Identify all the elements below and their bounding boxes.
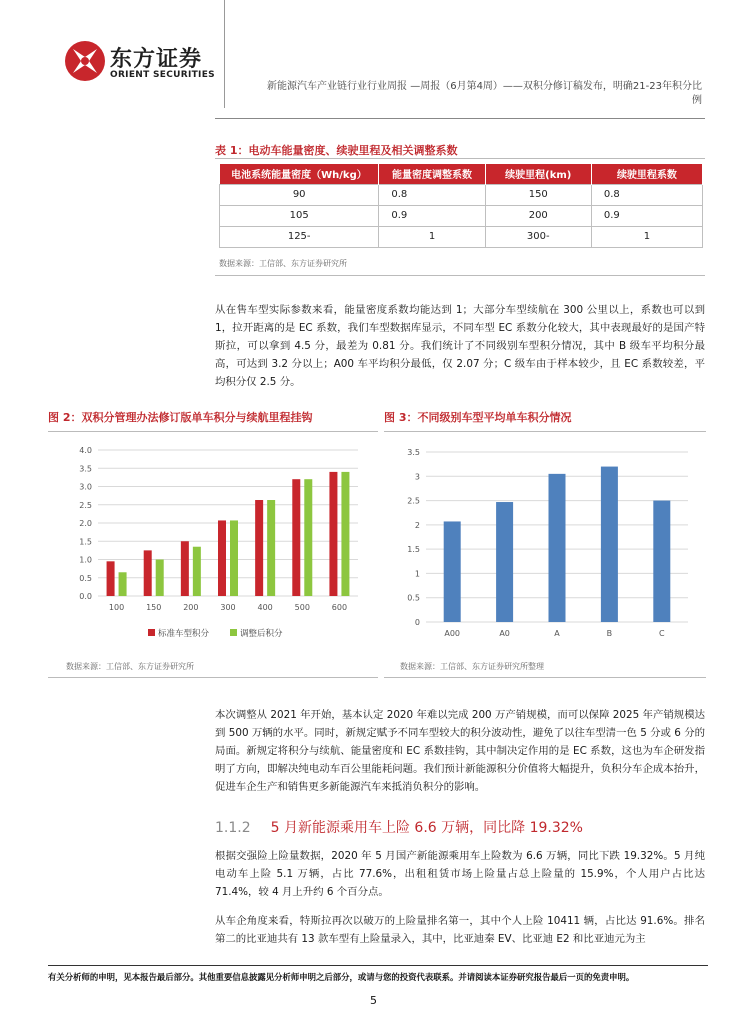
legend-label: 标准车型积分: [158, 629, 210, 639]
table-cell: 1: [591, 226, 702, 247]
table-cell: 125-: [220, 226, 379, 247]
table-header-row: [220, 164, 703, 184]
table-row: [220, 184, 703, 205]
table-cell: 1: [379, 226, 485, 247]
y-tick-label: 2.0: [79, 519, 92, 528]
y-tick-label: 3.0: [79, 482, 92, 492]
table-header-cell: 电池系统能量密度（Wh/kg）: [220, 164, 379, 184]
body-paragraph-4: 从车企角度来看，特斯拉再次以破万的上险量排名第一，其中个人上险 10411 辆，占比达 91.6%。排名第二的比亚迪共有 13 款车型有上险量录入，其中，比亚迪秦 EV、比亚迪 E2 和比亚迪元为主: [215, 915, 705, 945]
bar: [653, 501, 670, 622]
x-tick-label: B: [606, 629, 613, 638]
table-cell: 0.8: [379, 184, 485, 205]
x-tick-label: A0: [499, 629, 510, 638]
fig3-title: 图 3：不同级别车型平均单车积分情况: [384, 411, 572, 424]
fig3-bottom-rule: [384, 677, 706, 678]
y-tick-label: 1.5: [79, 537, 92, 547]
y-tick-label: 0: [414, 618, 420, 627]
logo-chinese-name: 东方证券: [110, 47, 203, 72]
x-tick-label: 500: [294, 603, 310, 612]
y-tick-label: 1: [414, 569, 420, 579]
section-heading: [215, 817, 583, 837]
y-tick-label: 1.5: [407, 545, 420, 555]
table-cell: 150: [485, 184, 591, 205]
table1-bottom-rule: [215, 275, 705, 276]
bar: [193, 547, 201, 596]
header-divider: [224, 0, 225, 108]
body-paragraph-2: 本次调整从 2021 年开始，基本认定 2020 年难以完成 200 万产销规模，而可以保障 2025 年产销规模达到 500 万辆的水平。同时，新规定赋予不同车型较大的积分波动性，避免了以往车型清一色 5 分或 6 分的局面。新规定将积分与续航、能量密度和 EC 系数挂钩，其中制决定作用的是 EC 系数，这也为车企研发指明了方向，即解决纯电动车百公里能耗问题。我们预计新能源积分价值将大幅提升，负积分车企成本抬升，促进车企生产和销售更多新能源汽车来抵消负积分的影响。: [215, 709, 705, 793]
legend-swatch: [230, 629, 237, 636]
bar: [601, 467, 618, 622]
y-tick-label: 4.0: [79, 446, 92, 455]
orient-securities-logo-icon: [64, 40, 106, 82]
table-cell: 0.8: [591, 184, 702, 205]
header-rule: [215, 118, 705, 119]
fig2-top-rule: [48, 431, 378, 432]
bar: [218, 520, 226, 596]
x-tick-label: A: [554, 629, 560, 638]
fig3-bar-chart: [384, 436, 706, 658]
bar: [156, 560, 164, 597]
legend-label: 调整后积分: [240, 629, 283, 639]
y-tick-label: 2.5: [79, 500, 92, 510]
fig2-source: 数据来源：工信部、东方证券研究所: [66, 662, 194, 671]
bar: [329, 472, 337, 596]
table-cell: 90: [220, 184, 379, 205]
body-paragraph-1: 从在售车型实际参数来看，能量密度系数均能达到 1；大部分车型续航在 300 公里以上，系数也可以到 1，拉开距离的是 EC 系数，我们车型数据库显示，不同车型 EC 系数分化较大，其中表现最好的是国产特斯拉，可以拿到 4.5 分，最差为 0.81 分。我们统计了不同级别车型积分情况，其中 B 级车平均积分最高，可达到 3.2 分以上；A00 车平均积分最低，仅 2.07 分；C 级车由于样本较少，且 EC 系数较差，平均积分仅 2.5 分。: [215, 304, 705, 388]
x-tick-label: 100: [108, 603, 125, 612]
body-paragraph-3: 根据交强险上险量数据，2020 年 5 月国产新能源乘用车上险数为 6.6 万辆，同比下跌 19.32%。5 月纯电动车上险 5.1 万辆，占比 77.6%，出租租赁市场上险量占总上险量的 15.9%，个人用户占比达 71.4%，较 4 月上升约 6 个百分点。: [215, 850, 705, 898]
y-tick-label: 3: [414, 472, 420, 482]
page-number: 5: [370, 994, 377, 1007]
bar: [549, 474, 566, 622]
legend-swatch: [148, 629, 155, 636]
table1-title: 表 1：电动车能量密度、续驶里程及相关调整系数: [215, 144, 458, 157]
x-tick-label: 600: [331, 603, 348, 612]
section-title-text: 5 月新能源乘用车上险 6.6 万辆，同比降 19.32%: [270, 820, 583, 836]
table-cell: 0.9: [379, 205, 485, 226]
bar: [144, 550, 152, 596]
bar: [119, 572, 127, 596]
table-header-cell: 续驶里程(km): [485, 164, 591, 184]
bar: [496, 502, 513, 622]
y-tick-label: 3.5: [79, 464, 92, 474]
y-tick-label: 2: [414, 520, 420, 530]
table-cell: 0.9: [591, 205, 702, 226]
section-number: 1.1.2: [215, 820, 251, 836]
table-cell: 300-: [485, 226, 591, 247]
y-tick-label: 2.5: [407, 496, 420, 506]
bar: [255, 500, 263, 596]
bar: [267, 500, 275, 596]
logo-english-name: ORIENT SECURITIES: [110, 70, 215, 80]
bar: [341, 472, 349, 596]
y-tick-label: 3.5: [407, 448, 420, 457]
table-cell: 200: [485, 205, 591, 226]
bar: [181, 541, 189, 596]
energy-density-table: [219, 164, 703, 248]
disclaimer-note: 有关分析师的申明，见本报告最后部分。其他重要信息披露见分析师申明之后部分，或请与您的投资代表联系。并请阅读本证券研究报告最后一页的免责申明。: [48, 972, 635, 982]
bar: [444, 521, 461, 622]
table-header-cell: 续驶里程系数: [591, 164, 702, 184]
x-tick-label: 300: [220, 603, 236, 612]
table-row: [220, 205, 703, 226]
table-cell: 105: [220, 205, 379, 226]
fig2-bottom-rule: [48, 677, 378, 678]
table1-source: 数据来源：工信部、东方证券研究所: [219, 259, 347, 268]
y-tick-label: 0.5: [79, 573, 92, 583]
table-row: [220, 226, 703, 247]
fig3-source: 数据来源：工信部、东方证券研究所整理: [400, 662, 544, 671]
x-tick-label: C: [659, 629, 665, 638]
fig2-title: 图 2：双积分管理办法修订版单车积分与续航里程挂钩: [48, 411, 313, 424]
x-tick-label: 400: [257, 603, 273, 612]
fig3-top-rule: [384, 431, 706, 432]
x-tick-label: 200: [183, 603, 199, 612]
footer-rule: [48, 965, 708, 966]
y-tick-label: 1.0: [79, 555, 92, 565]
table-header-cell: 能量密度调整系数: [379, 164, 485, 184]
bar: [107, 561, 115, 596]
bar: [230, 520, 238, 596]
y-tick-label: 0.0: [79, 592, 92, 601]
y-tick-label: 0.5: [407, 593, 420, 603]
company-logo: [64, 40, 224, 86]
x-tick-label: 150: [146, 603, 162, 612]
fig2-bar-chart: [48, 436, 378, 658]
report-header-title: 新能源汽车产业链行业行业周报 —周报（6月第4周）——双积分修订稿发布，明确21-23年积分比例: [267, 81, 702, 106]
bar: [304, 479, 312, 596]
x-tick-label: A00: [444, 629, 461, 638]
table1-top-rule: [215, 158, 705, 159]
bar: [292, 479, 300, 596]
